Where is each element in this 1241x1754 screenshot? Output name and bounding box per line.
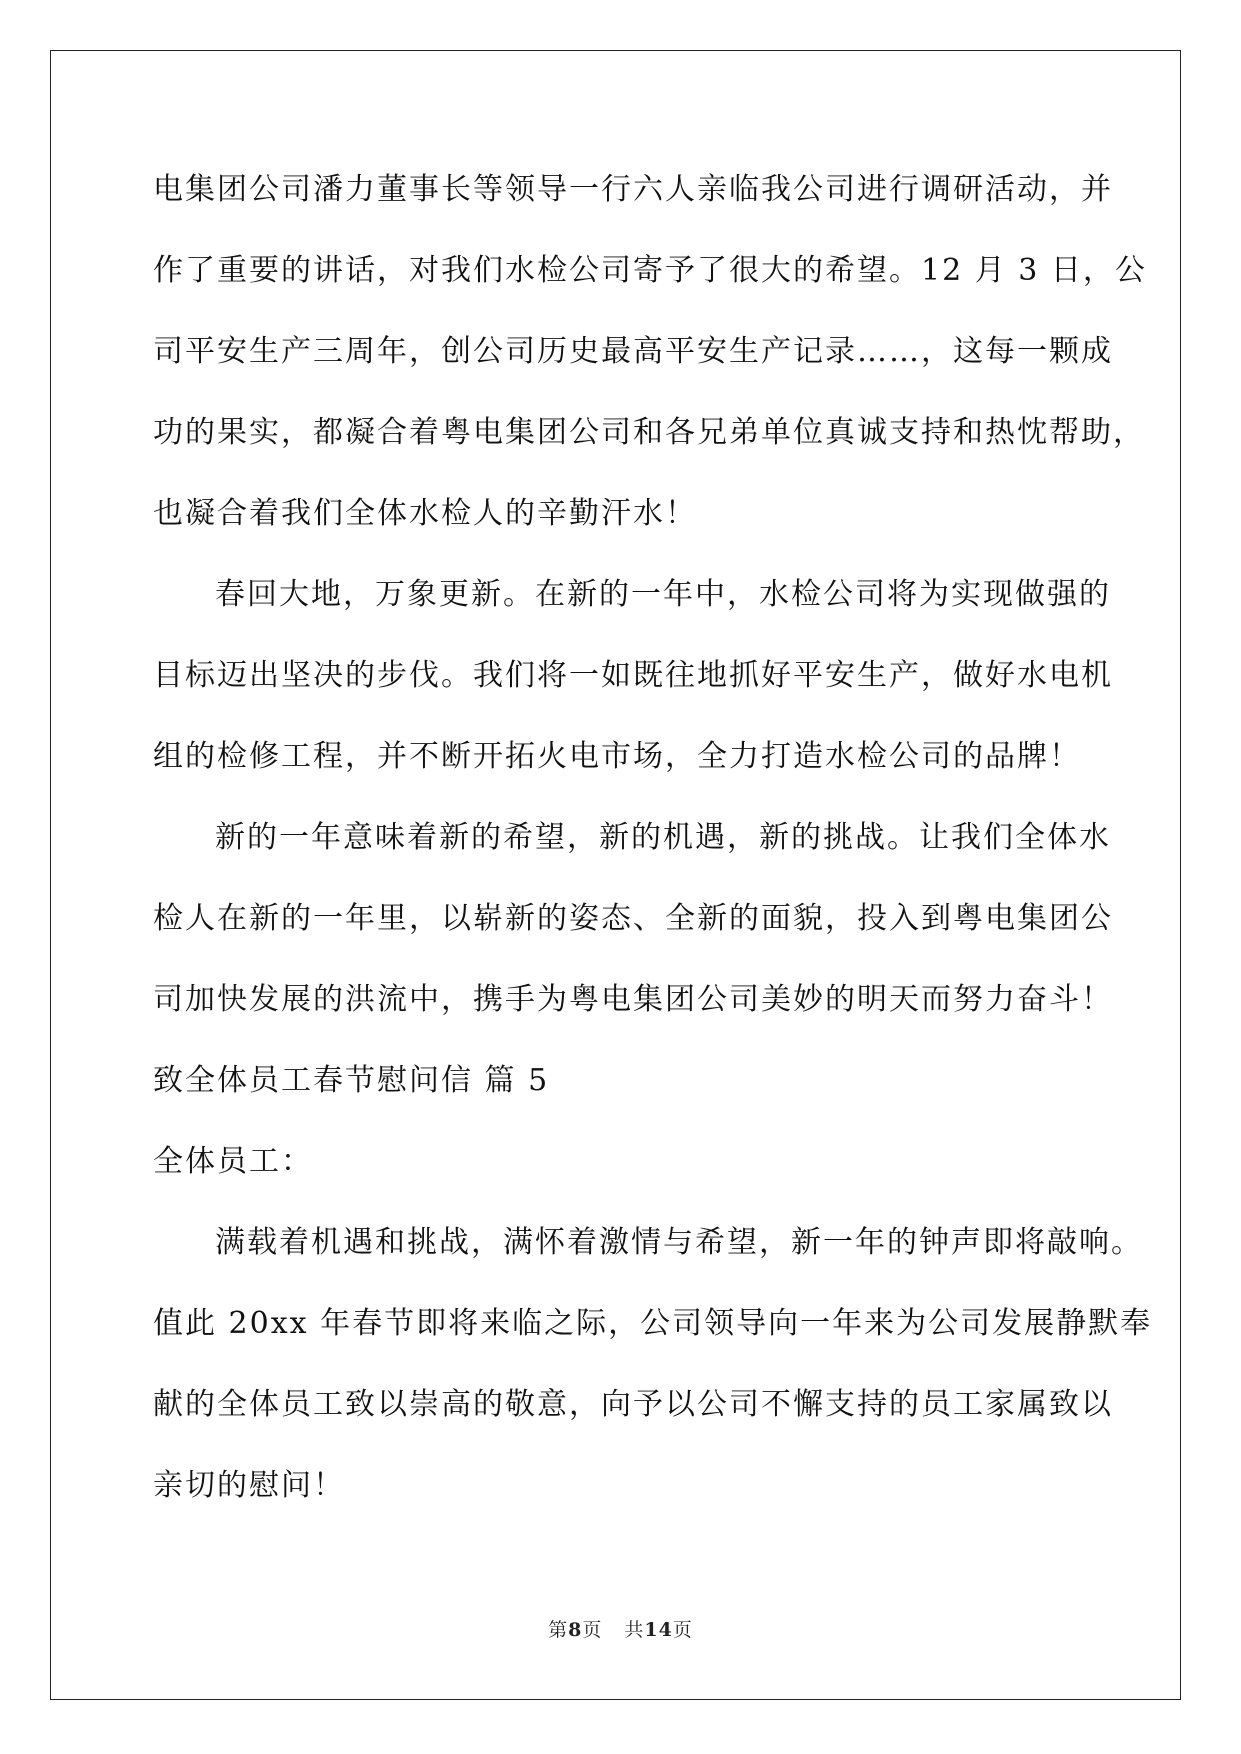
footer-total-prefix: 共: [624, 1619, 645, 1641]
total-page-count: 14: [644, 1619, 673, 1641]
text-line: 目标迈出坚决的步伐。我们将一如既往地抓好平安生产，做好水电机: [153, 658, 1113, 693]
current-page-number: 8: [568, 1619, 583, 1641]
text-line: 也凝合着我们全体水检人的辛勤汗水！: [153, 496, 697, 531]
text-line: 值此 20xx 年春节即将来临之际，公司领导向一年来为公司发展静默奉: [153, 1306, 1153, 1341]
text-line: 组的检修工程，并不断开拓火电市场，全力打造水检公司的品牌！: [153, 739, 1081, 774]
section-heading: 致全体员工春节慰问信 篇 5: [153, 1063, 550, 1098]
salutation: 全体员工：: [153, 1144, 313, 1179]
text-line: 司平安生产三周年，创公司历史最高平安生产记录……，这每一颗成: [153, 334, 1113, 369]
paragraph-start-line: 新的一年意味着新的希望，新的机遇，新的挑战。让我们全体水: [215, 820, 1111, 855]
text-line: 献的全体员工致以崇高的敬意，向予以公司不懈支持的员工家属致以: [153, 1387, 1113, 1422]
footer-prefix: 第: [548, 1619, 569, 1641]
text-line: 检人在新的一年里，以崭新的姿态、全新的面貌，投入到粤电集团公: [153, 901, 1113, 936]
footer-total-unit: 页: [672, 1619, 693, 1641]
text-line: 作了重要的讲话，对我们水检公司寄予了很大的希望。12 月 3 日，公: [153, 253, 1147, 288]
paragraph-start-line: 满载着机遇和挑战，满怀着激情与希望，新一年的钟声即将敲响。: [215, 1225, 1143, 1260]
text-line: 亲切的慰问！: [153, 1468, 345, 1503]
text-line: 司加快发展的洪流中，携手为粤电集团公司美妙的明天而努力奋斗！: [153, 982, 1113, 1017]
text-line: 电集团公司潘力董事长等领导一行六人亲临我公司进行调研活动，并: [153, 172, 1113, 207]
text-line: 功的果实，都凝合着粤电集团公司和各兄弟单位真诚支持和热忱帮助，: [153, 415, 1145, 450]
paragraph-start-line: 春回大地，万象更新。在新的一年中，水检公司将为实现做强的: [215, 577, 1111, 612]
footer-page-unit: 页: [582, 1619, 603, 1641]
document-body: [153, 160, 1153, 1537]
page-number-footer: [0, 1615, 1241, 1642]
